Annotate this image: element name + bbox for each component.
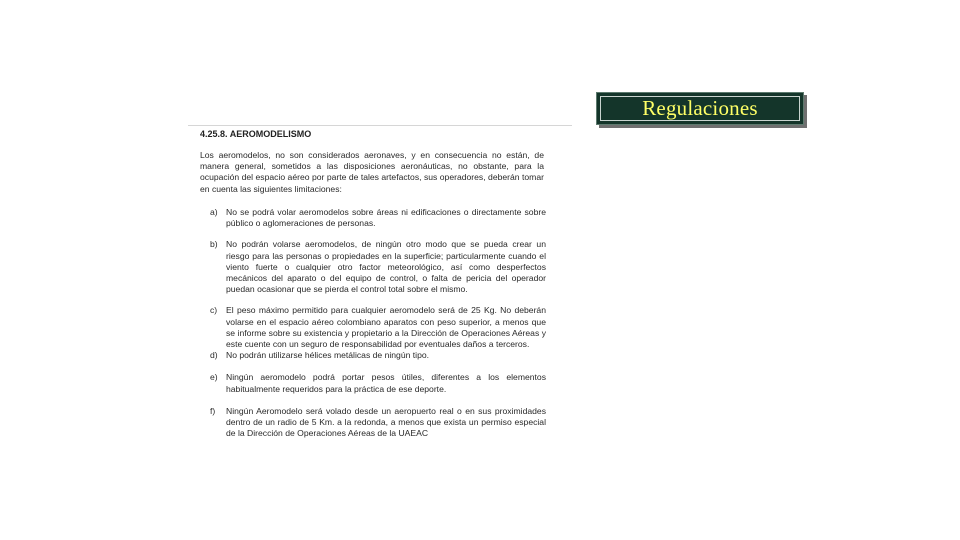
- list-item: [210, 372, 546, 394]
- list-item-marker: d): [210, 350, 218, 361]
- list-item: [210, 350, 546, 361]
- list-item-marker: c): [210, 305, 218, 316]
- list-item-marker: a): [210, 207, 218, 217]
- slide-title: Regulaciones: [642, 96, 758, 120]
- list-item: [210, 207, 546, 229]
- list-item-text: No podrán volarse aeromodelos, de ningún otro modo que se pueda crear un riesgo para las personas o propiedades en la superficie; particularmente cuando el viento fuerte o cualquier otro factor meteorológico, así como desperfectos mecánicos del aparato o del equipo de control, o falta de pericia del operador puedan ocasionar que se pierda el control total sobre el mismo.: [226, 239, 546, 295]
- slide-title-badge: [596, 92, 804, 125]
- document-top-rule: [188, 125, 572, 126]
- limitations-list: [210, 207, 546, 439]
- list-item-text: No podrán utilizarse hélices metálicas de ningún tipo.: [226, 350, 430, 361]
- list-item-marker: f): [210, 405, 216, 416]
- scanned-document-image: [188, 121, 572, 481]
- list-item-text: Ningún Aeromodelo será volado desde un aeropuerto real o en sus proximidades dentro de un radio de 5 Km. a la redonda, a menos que exista un permiso especial de la Dirección de Operaciones Aéreas de la UAEAC: [226, 405, 546, 439]
- list-item: [210, 239, 546, 295]
- document-intro-paragraph: Los aeromodelos, no son considerados aeronaves, y en consecuencia no están, de manera general, sometidos a las disposiciones aeronáuticas, no obstante, para la ocupación del espacio aéreo por parte de tales artefactos, sus operadores, deberán tomar en cuenta las siguientes limitaciones:: [200, 150, 544, 194]
- list-item-text: No se podrá volar aeromodelos sobre áreas ni edificaciones o directamente sobre público o aglomeraciones de personas.: [226, 207, 546, 229]
- document-heading: 4.25.8. AEROMODELISMO: [200, 129, 312, 139]
- list-item-text: Ningún aeromodelo podrá portar pesos útiles, diferentes a los elementos habitualmente requeridos para la práctica de ese deporte.: [226, 372, 546, 394]
- list-item-text: El peso máximo permitido para cualquier aeromodelo será de 25 Kg. No deberán volarse en el espacio aéreo colombiano aparatos con peso superior, a menos que se informe sobre su existencia y propietario a la Dirección de Operaciones Aéreas y este cuente con un seguro de responsabilidad por eventuales daños a terceros.: [226, 305, 546, 350]
- slide-title-frame: [600, 96, 800, 121]
- list-item: [210, 406, 546, 440]
- list-item: [210, 305, 546, 350]
- list-item-marker: b): [210, 239, 218, 250]
- list-item-marker: e): [210, 372, 218, 383]
